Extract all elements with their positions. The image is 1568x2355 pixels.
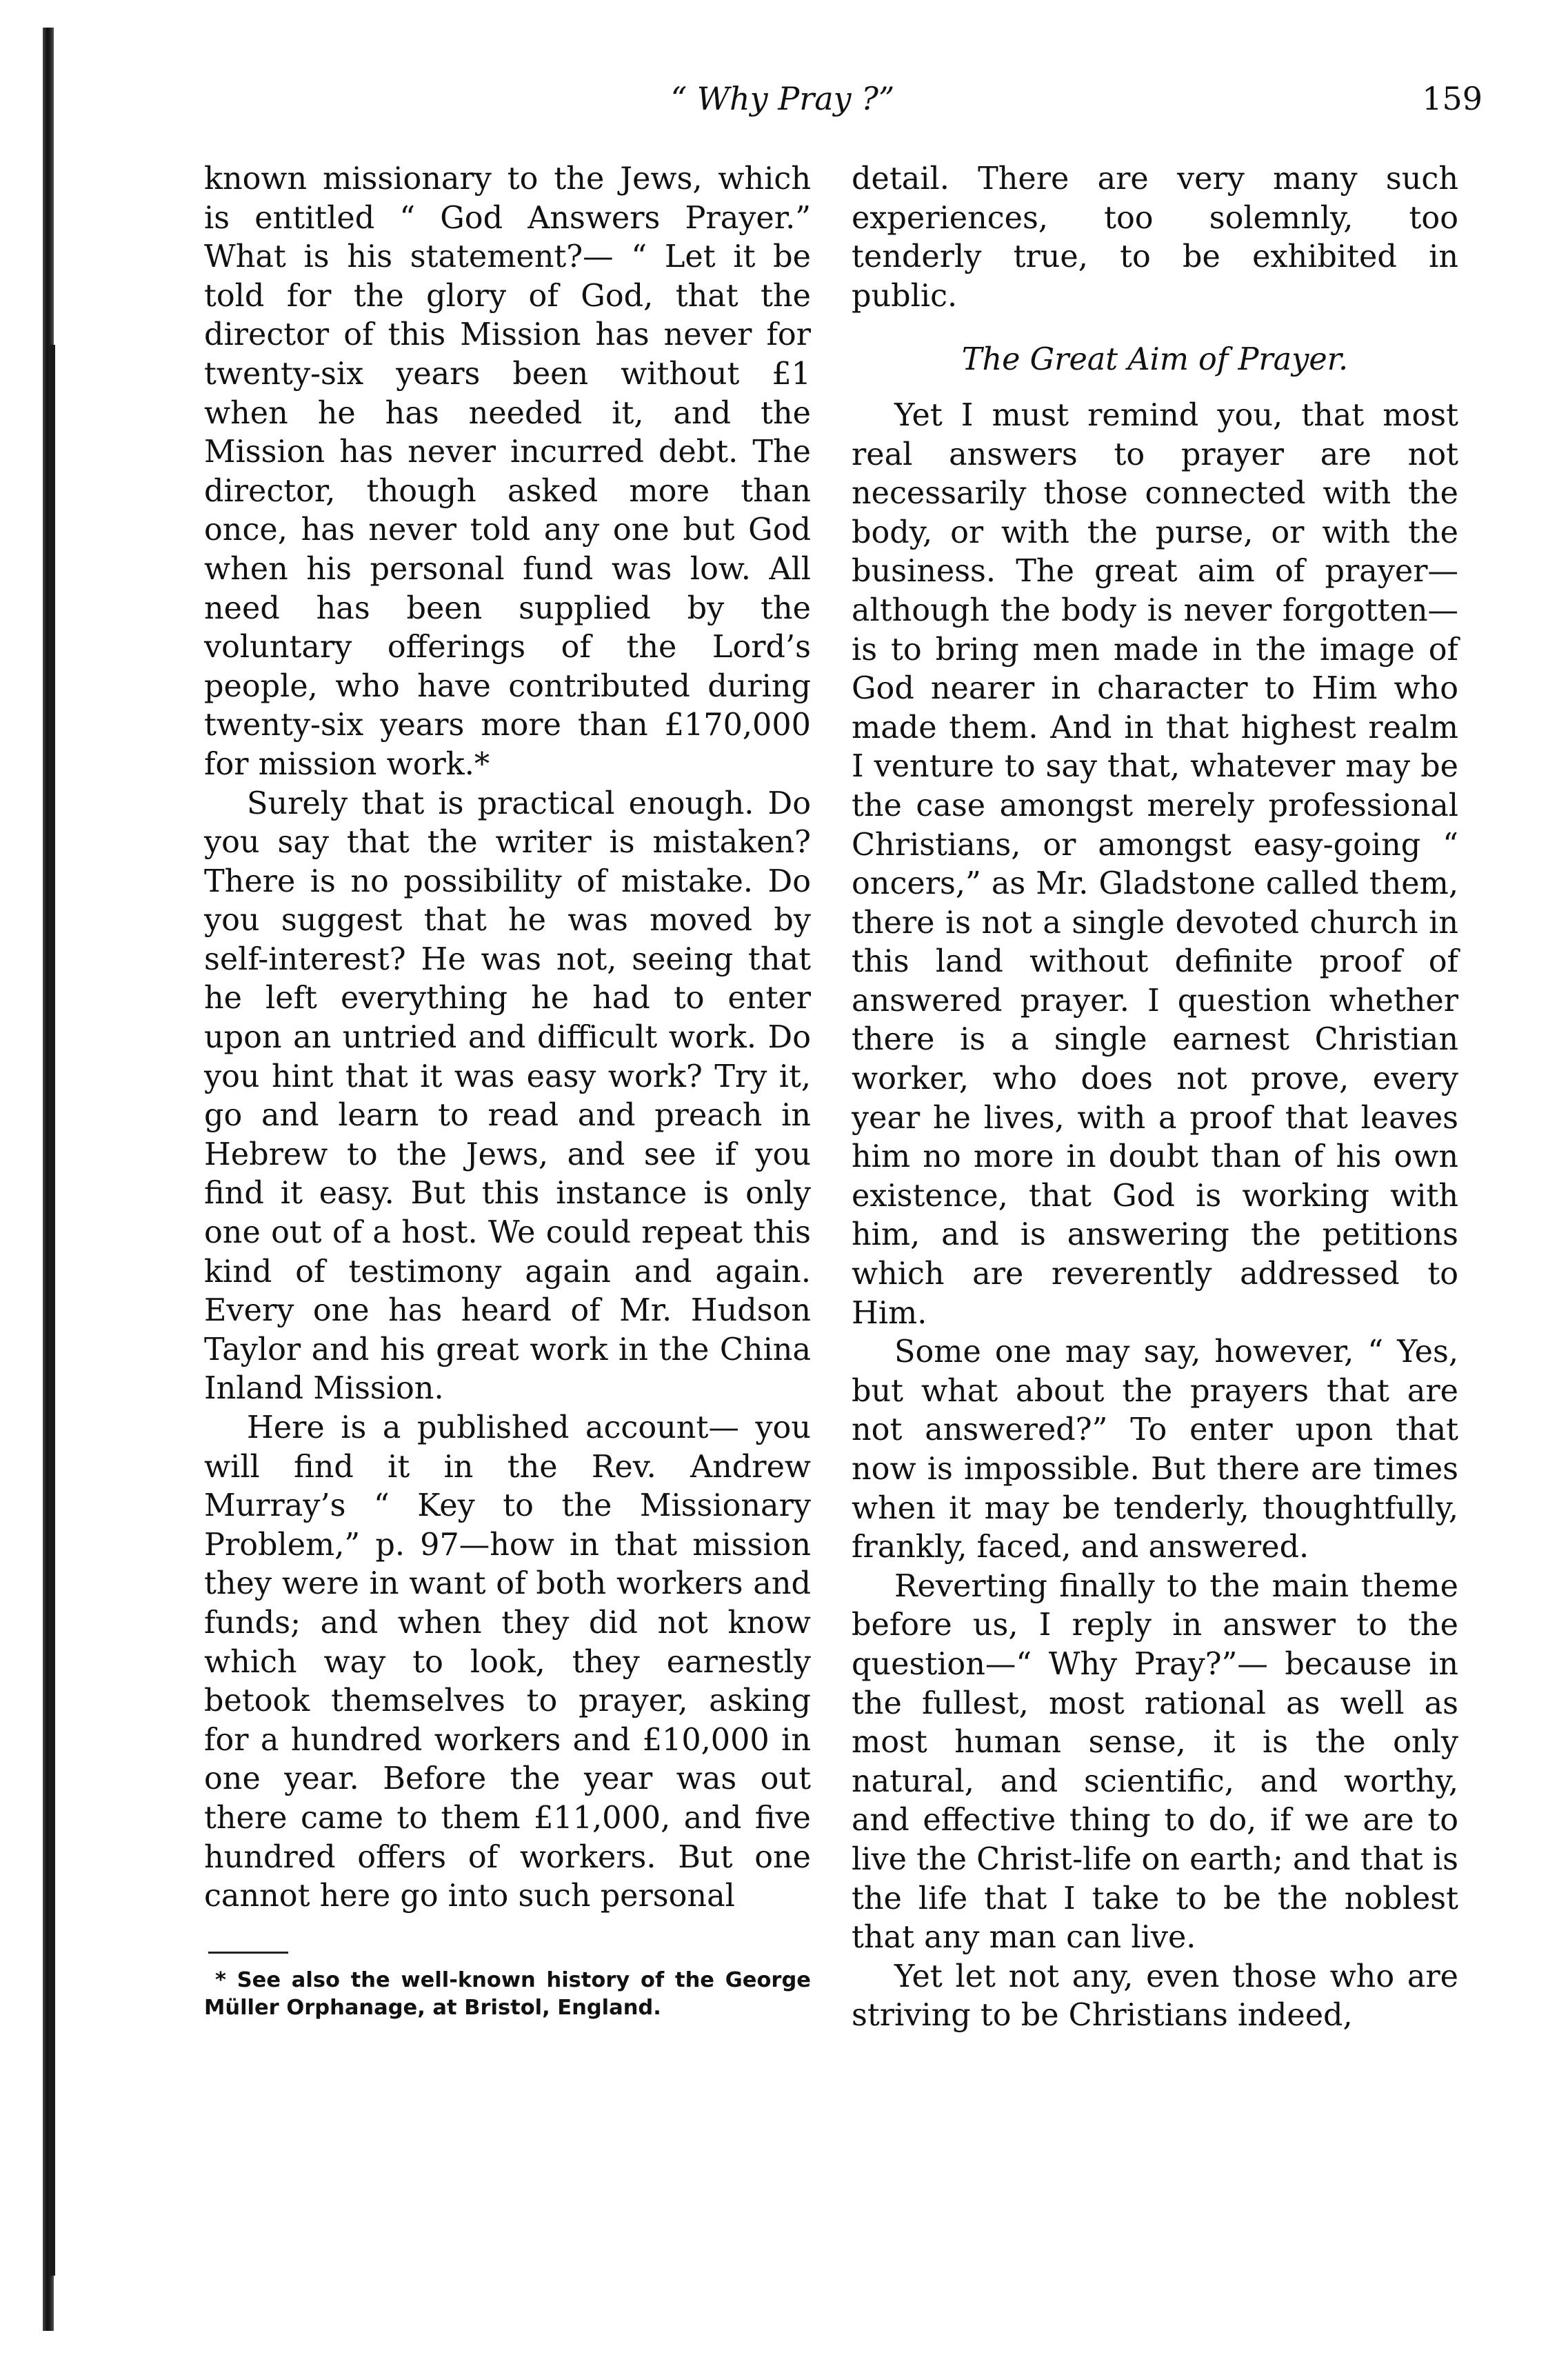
- left-paragraph-3: Here is a published account— you will find it in the Rev. Andrew Murray’s “ Key to the Missionary Problem,” p. 97—how in that mission they were in want of both workers and funds; and when they did not know which way to look, they earnestly betook themselves to prayer, asking for a hundred workers and £10,000 in one year. Before the year was out there came to them £11,000, and five hundred offers of workers. But one cannot here go into such personal: [204, 1410, 811, 1914]
- binding-edge: [0, 0, 55, 2355]
- right-paragraph-2: Yet I must remind you, that most real answers to prayer are not necessarily those connected with the body, or with the purse, or with the business. The great aim of prayer—although the body is never forgotten—is to bring men made in the image of God nearer in character to Him who made them. And in that highest realm I venture to say that, whatever may be the case amongst merely professional Christians, or amongst easy-going “ oncers,” as Mr. Gladstone called them, there is not a single devoted church in this land without definite proof of answered prayer. I question whether there is a single earnest Christian worker, who does not prove, every year he lives, with a proof that leaves him no more in doubt than of his own existence, that God is working with him, and is answering the petitions which are reverently addressed to Him.: [852, 397, 1458, 1331]
- page-number: 159: [1422, 80, 1482, 117]
- right-paragraph-3: Some one may say, however, “ Yes, but what about the prayers that are not answered?” To enter upon that now is impossible. But there are times when it may be tenderly, thoughtfully, frankly, faced, and answered.: [852, 1334, 1458, 1565]
- left-paragraph-2: Surely that is practical enough. Do you say that the writer is mistaken? There is no possibility of mistake. Do you suggest that he was moved by self-interest? He was not, seeing that he left everything he had to enter upon an untried and difficult work. Do you hint that it was easy work? Try it, go and learn to read and preach in Hebrew to the Jews, and see if you find it easy. But this instance is only one out of a host. We could repeat this kind of testimony again and again. Every one has heard of Mr. Hudson Taylor and his great work in the China Inland Mission.: [204, 785, 811, 1407]
- left-paragraph-1: known missionary to the Jews, which is entitled “ God Answers Prayer.” What is his statement?— “ Let it be told for the glory of God, that the director of this Mission has never for twenty-six years been without £1 when he has needed it, and the Mission has never incurred debt. The director, though asked more than once, has never told any one but God when his personal fund was low. All need has been supplied by the voluntary offerings of the Lord’s people, who have contributed during twenty-six years more than £170,000 for mission work.*: [204, 161, 811, 782]
- binding-shadow-inner: [48, 345, 55, 2276]
- right-paragraph-1: detail. There are very many such experiences, too solemnly, too tenderly true, to be exhibited in public.: [852, 161, 1458, 314]
- footnote: * See also the well-known history of the George Müller Orphanage, at Bristol, England.: [204, 1968, 811, 2020]
- right-column: [852, 160, 1458, 2229]
- right-paragraph-4: Reverting finally to the main theme before us, I reply in answer to the question—“ Why Pray?”— because in the fullest, most rational as well as most human sense, it is the only natural, and scientific, and worthy, and effective thing to do, if we are to live the Christ-life on earth; and that is the life that I take to be the noblest that any man can live.: [852, 1568, 1458, 1956]
- section-heading: The Great Aim of Prayer.: [961, 342, 1349, 378]
- running-head: [83, 74, 1482, 123]
- footnote-rule: [208, 1952, 288, 1954]
- running-title: “ Why Pray ?”: [670, 80, 895, 117]
- right-paragraph-5: Yet let not any, even those who are striving to be Christians indeed,: [852, 1958, 1458, 2034]
